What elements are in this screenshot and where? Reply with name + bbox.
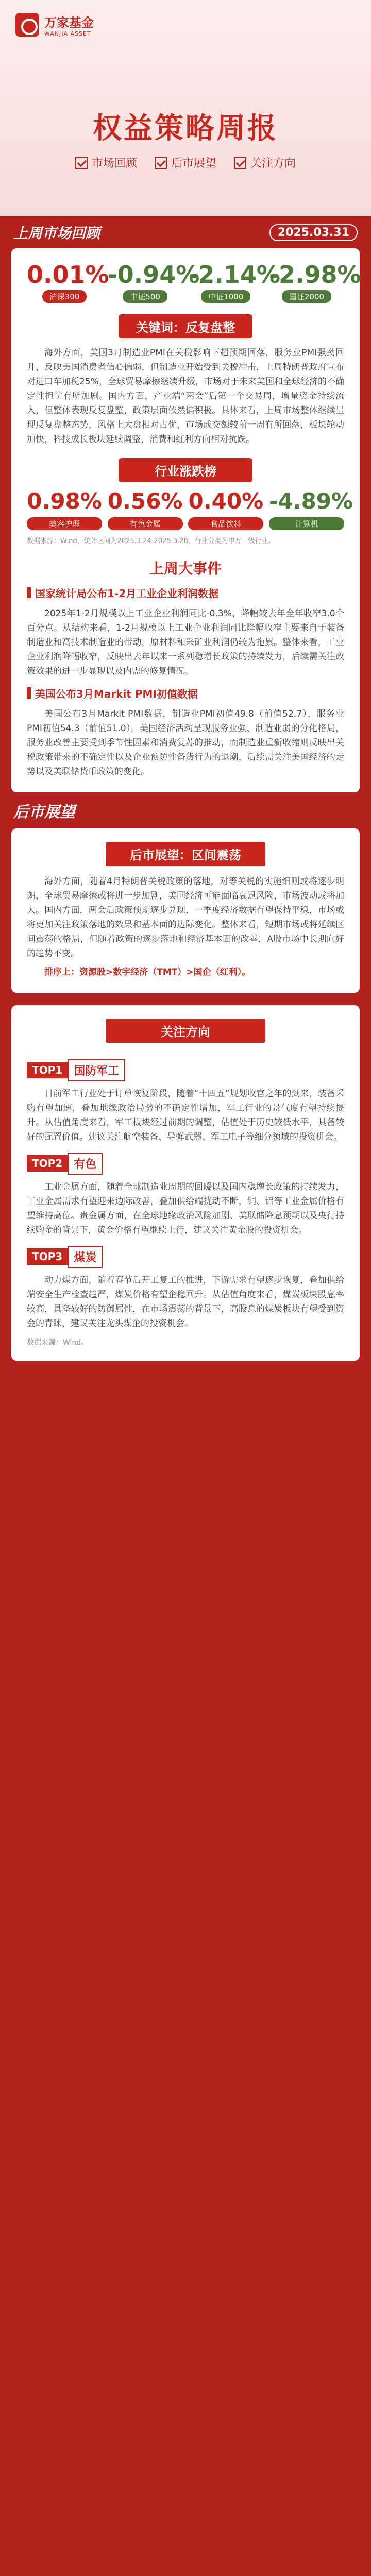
check-item: 后市展望	[155, 155, 216, 171]
market-banner-title: 上周市场回顾	[13, 225, 100, 242]
outlook-banner: 后市展望	[13, 803, 75, 821]
focus-tag-1: TOP1 国防军工	[27, 1059, 125, 1081]
event1-head: 国家统计局公布1-2月工业企业利润数据	[27, 585, 344, 600]
checkbox-icon	[155, 157, 167, 169]
brand-name-en: WANJIA ASSET	[44, 30, 91, 37]
event2-text: 美国公布3月Markit PMI数据，制造业PMI初值49.8（前值52.7），服务业PMI初值54.3（前值51.0）。美国经济活动呈现服务业强、制造业弱的分化格局，服务业改善主要受到季节性因素和消费复苏的推动，而制造业重新收缩则反映出关税政策带来的不确定性以及企业预防性备货行为的退潮，后续需关注美国经济的走势以及美联储货币政策的变化。	[27, 708, 344, 777]
index-item: 0.01% 沪深300	[27, 262, 102, 303]
brand-logo	[15, 12, 94, 37]
page-title: 权益策略周报	[93, 112, 278, 145]
market-card	[11, 248, 360, 792]
industry-names: 美容护理 有色金属 食品饮料 计算机	[27, 515, 344, 530]
focus-text-1: 目前军工行业处于订单恢复阶段，随着“十四五”规划收官之年的到来，装备采购有望加速，叠加地缘政治局势的不确定性增加，军工行业的景气度有望持续提升。从估值角度来看，军工板块经过前期的调整，估值处于历史较低水平，具备较好的配置价值。建议关注航空装备、导弹武器、军工电子等细分领域的投资机会。	[27, 1088, 344, 1142]
index-row	[27, 261, 361, 303]
report-header	[0, 0, 371, 216]
industry-values: 0.98% 0.56% 0.40% -4.89%	[27, 488, 353, 514]
section-index	[0, 155, 371, 171]
check-item: 关注方向	[234, 155, 296, 171]
index-item: -0.94% 中证500	[108, 262, 183, 303]
focus-tag-3: TOP3 煤炭	[27, 1246, 103, 1268]
focus-source: 数据来源：Wind。	[27, 1338, 89, 1347]
index-item: -2.98% 国证2000	[269, 262, 344, 303]
outlook-card	[11, 828, 360, 993]
events-title: 上周大事件	[149, 560, 222, 577]
report-date: 2025.03.31	[269, 224, 358, 241]
checkbox-icon	[75, 157, 88, 169]
brand-name: 万家基金	[44, 15, 94, 30]
event2-head: 美国公布3月Markit PMI初值数据	[27, 686, 344, 701]
index-item: -2.14% 中证1000	[188, 262, 263, 303]
outlook-direction: 排序上：资源股>数字经济（TMT）>国企（红利）。	[44, 967, 251, 977]
focus-ribbon: 关注方向	[106, 1019, 265, 1043]
market-banner	[0, 216, 371, 248]
checkbox-icon	[234, 157, 246, 169]
outlook-ribbon: 后市展望：区间震荡	[106, 842, 265, 866]
event1-text: 2025年1-2月规模以上工业企业利润同比-0.3%，降幅较去年全年收窄3.0个百分点。从结构来看，1-2月规模以上工业企业利润同比降幅收窄主要来自于装备制造业和高技术制造业的带动，原材料和采矿业利润仍较为拖累。整体来看，工业企业利润降幅收窄，反映出去年以来一系列稳增长政策的持续发力，后续需关注政策效果的进一步显现以及内需的修复情况。	[27, 608, 344, 676]
industry-pill: 行业涨跌榜	[119, 458, 252, 482]
focus-card	[11, 1005, 360, 1361]
outlook-text: 海外方面，随着4月特朗普关税政策的落地，对等关税的实施细则或将逐步明朗，全球贸易摩擦或将进一步加剧，美国经济可能面临衰退风险，市场波动或将加大。国内方面，两会后政策预期逐步兑现，一季度经济数据有望保持平稳，市场或将更加关注政策落地的效果和基本面的边际变化。整体来看，短期市场或将延续区间震荡的格局，但随着政策的逐步落地和经济基本面的改善，A股市场中长期向好的趋势不变。	[27, 876, 344, 959]
focus-text-2: 工业金属方面，随着全球制造业周期的回暖以及国内稳增长政策的持续发力，工业金属需求有望迎来边际改善，叠加供给端扰动不断，铜、铝等工业金属价格有望维持高位。贵金属方面，在全球地缘政治风险加剧、美联储降息预期以及央行持续购金的背景下，黄金价格有望继续上行，建议关注黄金股的投资机会。	[27, 1181, 344, 1235]
check-item: 市场回顾	[75, 155, 137, 171]
brand-mark-icon	[15, 13, 39, 37]
industry-note: 数据来源：Wind，统计区间为2025.3.24-2025.3.28，行业分类为申万一级行业。	[27, 537, 275, 545]
focus-tag-2: TOP2 有色	[27, 1153, 103, 1175]
focus-text-3: 动力煤方面，随着春节后开工复工的推进，下游需求有望逐步恢复，叠加供给端安全生产检查趋严，煤炭价格有望企稳回升。从估值角度来看，煤炭板块股息率较高，具备较好的防御属性，在市场震荡的背景下，高股息的煤炭板块有望受到资金的青睐，建议关注龙头煤企的投资机会。	[27, 1275, 344, 1329]
keyword-pill: 关键词：反复盘整	[119, 314, 252, 338]
keyword-text: 海外方面，美国3月制造业PMI在关税影响下超预期回落，服务业PMI强劲回升，反映美国消费者信心偏弱，但制造业开始受到关税冲击，上周特朗普政府宣布对进口车加税25%，全球贸易摩擦继续升级，市场对于未来美国和全球经济的不确定性担忧有所加剧。国内方面，产业端“两会”后第一个交易周，增量资金持续流入，但整体表现反复盘整，政策层面依然偏积极。具体来看，上周市场整体继续呈现反复盘整态势，风格上大盘相对占优，市场成交额较前一周有所回落，板块轮动加快，科技成长板块延续调整，消费和红利方向相对抗跌。	[27, 347, 344, 445]
